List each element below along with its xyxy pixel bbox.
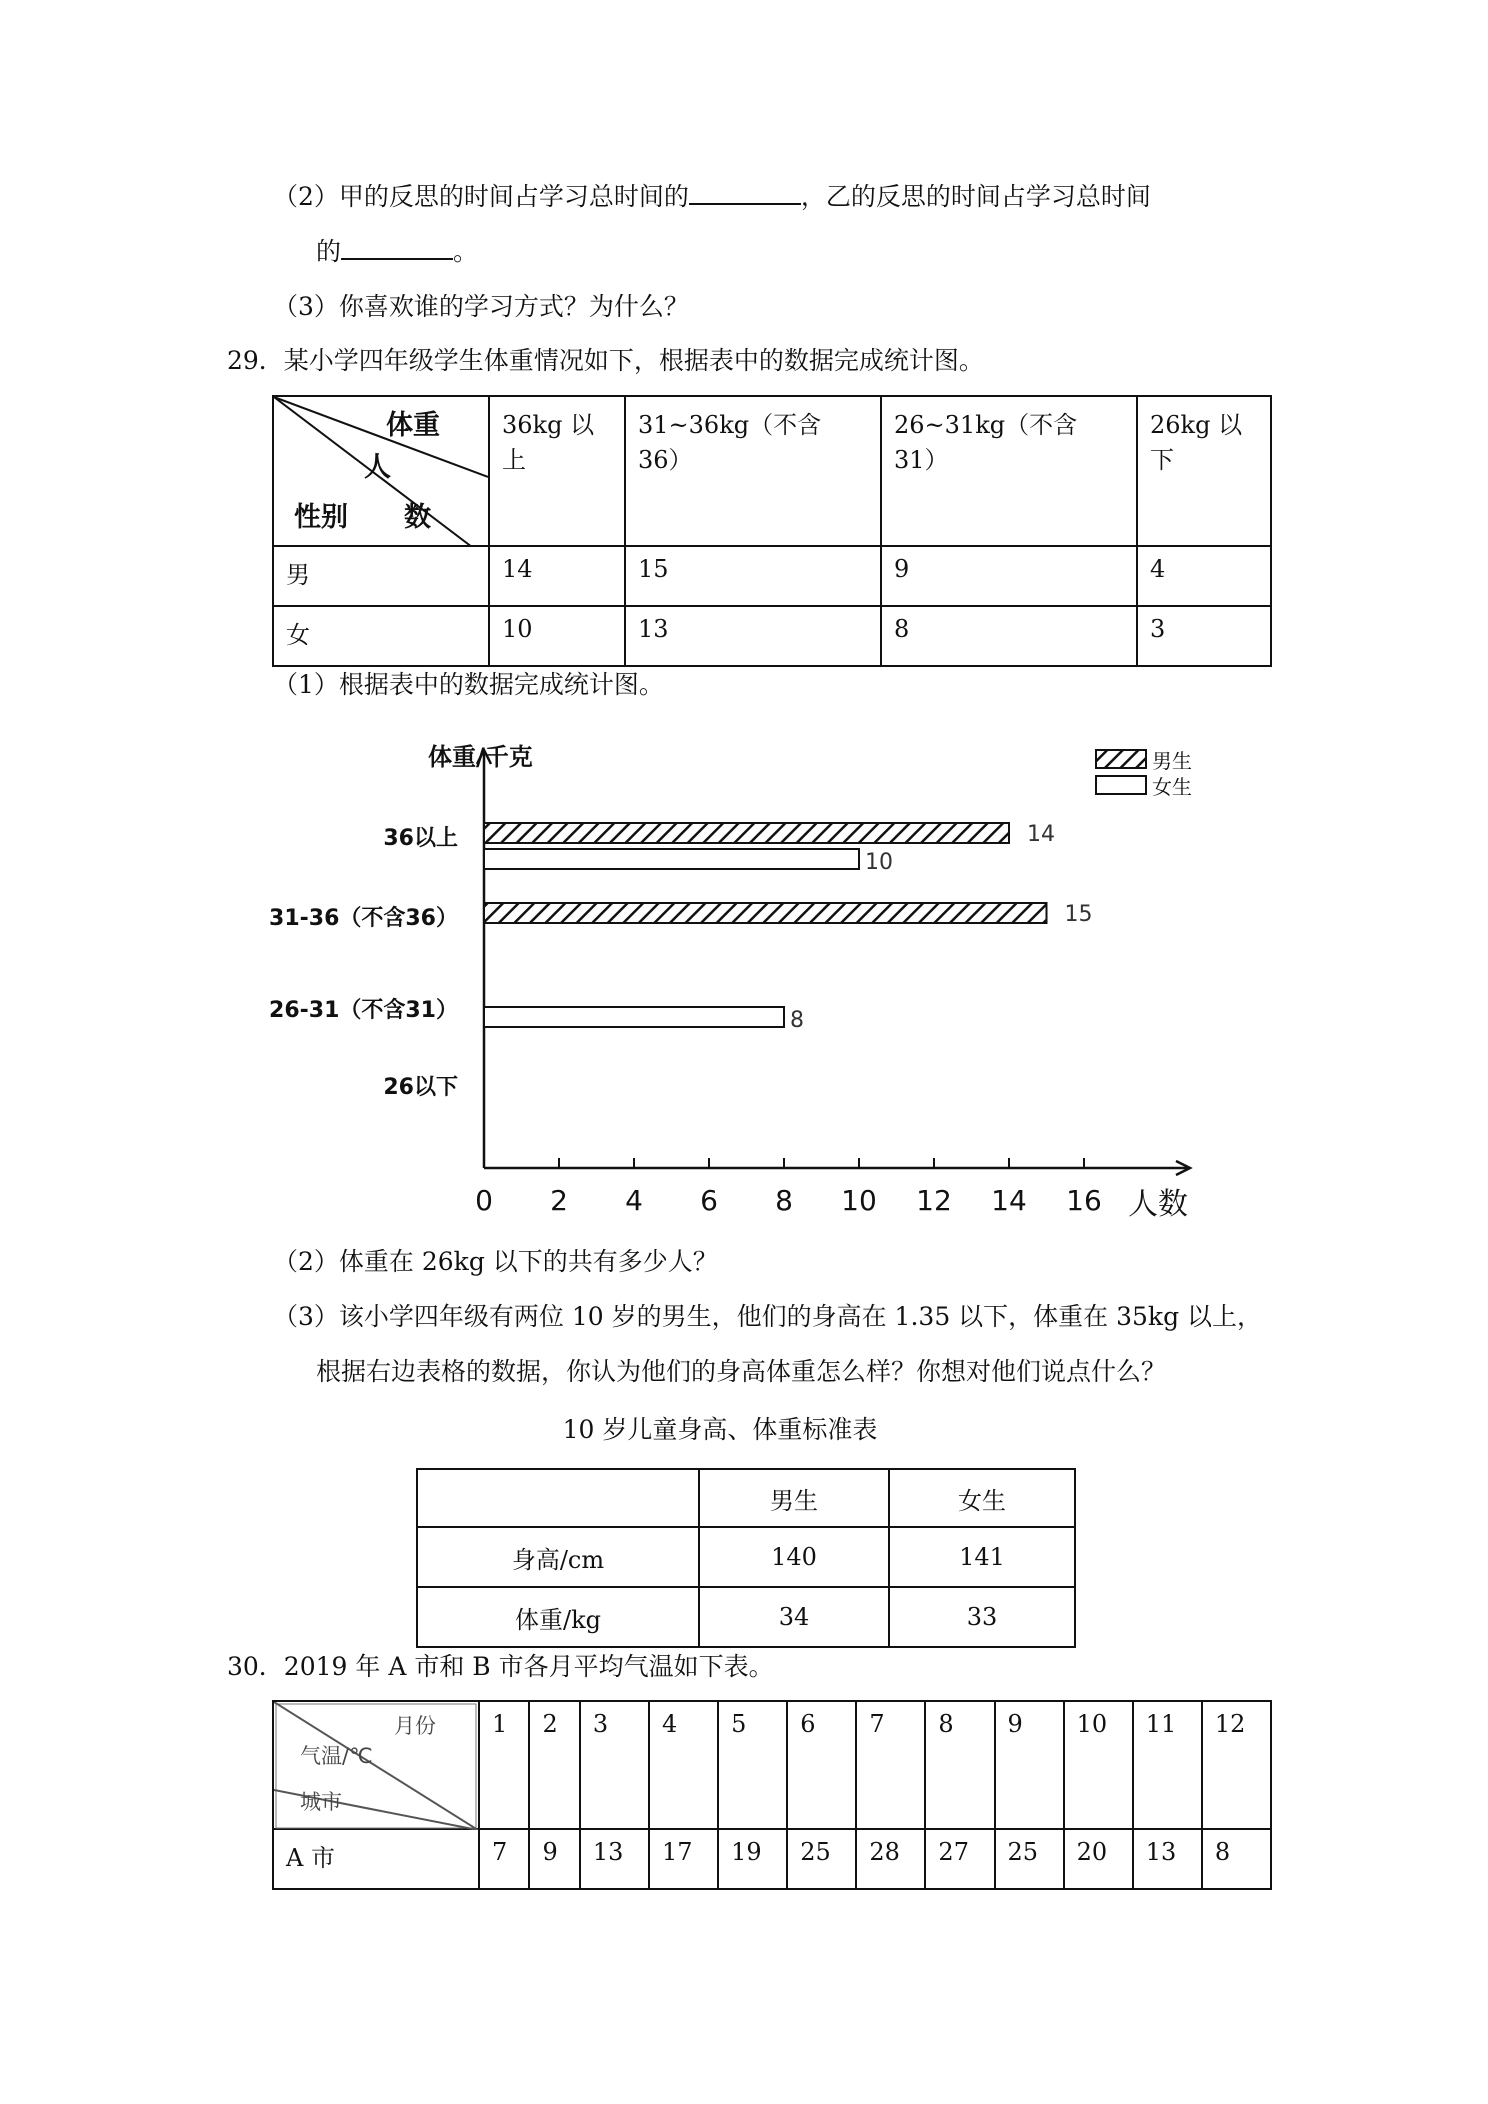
table-cell: 13 bbox=[625, 606, 881, 666]
table-row bbox=[273, 546, 1271, 606]
table-cell: 140 bbox=[699, 1527, 889, 1587]
table-cell: 141 bbox=[889, 1527, 1075, 1587]
y-category-label: 26-31（不含31） bbox=[269, 998, 458, 1023]
table-cell: 8 bbox=[881, 606, 1137, 666]
table-row bbox=[417, 1587, 1075, 1647]
q29-corner-cell bbox=[273, 396, 489, 546]
row-label: A 市 bbox=[273, 1829, 479, 1889]
x-tick-label: 16 bbox=[1066, 1184, 1102, 1217]
q28-part2-text-d: 。 bbox=[453, 237, 479, 266]
table-cell: 9 bbox=[881, 546, 1137, 606]
month-header-cell: 5 bbox=[718, 1701, 787, 1829]
row-label: 女 bbox=[273, 606, 489, 666]
month-header-cell: 6 bbox=[787, 1701, 856, 1829]
q28-part2-line1 bbox=[273, 180, 1151, 214]
q28-part2-text-c: 的 bbox=[316, 237, 342, 266]
table-row bbox=[417, 1527, 1075, 1587]
header-cell: 31~36kg（不含 36） bbox=[625, 396, 881, 546]
answer-blank[interactable] bbox=[341, 236, 453, 260]
table-cell: 28 bbox=[856, 1829, 925, 1889]
table-cell: 19 bbox=[718, 1829, 787, 1889]
legend-label-boys: 男生 bbox=[1152, 749, 1192, 773]
data-label-girls: 8 bbox=[790, 1008, 804, 1033]
x-tick-label: 2 bbox=[550, 1184, 568, 1217]
table-cell: 14 bbox=[489, 546, 625, 606]
corner-middle-label: 人 bbox=[364, 452, 391, 483]
table-cell: 3 bbox=[1137, 606, 1271, 666]
x-axis-label: 人数 bbox=[1128, 1187, 1188, 1222]
table-cell: 17 bbox=[649, 1829, 718, 1889]
month-header-cell: 9 bbox=[995, 1701, 1064, 1829]
q30-corner-cell bbox=[273, 1701, 479, 1829]
month-header-cell: 3 bbox=[580, 1701, 649, 1829]
month-header-cell: 12 bbox=[1202, 1701, 1271, 1829]
table-cell: 34 bbox=[699, 1587, 889, 1647]
data-label-boys: 14 bbox=[1027, 822, 1055, 847]
q28-part2-line2 bbox=[316, 235, 478, 269]
x-tick-label: 12 bbox=[916, 1184, 952, 1217]
header-cell: 26kg 以下 bbox=[1137, 396, 1271, 546]
corner-bottom-right-label: 数 bbox=[404, 502, 431, 533]
chart-bars bbox=[484, 822, 1093, 1033]
bar-girls bbox=[484, 849, 859, 869]
q28-part2-text-b: ，乙的反思的时间占学习总时间 bbox=[800, 182, 1151, 211]
y-category-label: 36以上 bbox=[383, 826, 458, 851]
q29-weight-table bbox=[272, 395, 1272, 667]
table-cell: 8 bbox=[1202, 1829, 1271, 1889]
answer-blank[interactable] bbox=[689, 181, 801, 205]
table-row bbox=[273, 1829, 1271, 1889]
table-cell: 27 bbox=[925, 1829, 994, 1889]
q30-temperature-table bbox=[272, 1700, 1272, 1890]
y-category-label: 31-36（不含36） bbox=[269, 906, 458, 931]
corner-top-label: 月份 bbox=[394, 1714, 436, 1738]
month-header-cell: 2 bbox=[529, 1701, 579, 1829]
x-tick-label: 4 bbox=[625, 1184, 643, 1217]
header-cell: 36kg 以上 bbox=[489, 396, 625, 546]
q28-part3: （3）你喜欢谁的学习方式？为什么？ bbox=[273, 292, 689, 321]
q29-part1: （1）根据表中的数据完成统计图。 bbox=[273, 670, 664, 699]
month-header-cell: 7 bbox=[856, 1701, 925, 1829]
table-cell: 20 bbox=[1064, 1829, 1133, 1889]
x-tick-label: 10 bbox=[841, 1184, 877, 1217]
y-category-label: 26以下 bbox=[383, 1075, 458, 1100]
header-cell: 26~31kg（不含 31） bbox=[881, 396, 1137, 546]
table-cell: 33 bbox=[889, 1587, 1075, 1647]
table-cell: 25 bbox=[995, 1829, 1064, 1889]
table-cell: 13 bbox=[580, 1829, 649, 1889]
month-header-cell: 1 bbox=[479, 1701, 529, 1829]
data-label-girls: 10 bbox=[865, 850, 893, 875]
bar-girls bbox=[484, 1007, 784, 1027]
std-table-caption: 10 岁儿童身高、体重标准表 bbox=[562, 1415, 878, 1444]
q29-part3-line1: （3）该小学四年级有两位 10 岁的男生，他们的身高在 1.35 以下，体重在 35kg 以上， bbox=[273, 1302, 1263, 1331]
std-header-cell: 男生 bbox=[699, 1469, 889, 1527]
y-axis-label: 体重/千克 bbox=[428, 743, 533, 771]
table-cell: 4 bbox=[1137, 546, 1271, 606]
table-cell: 9 bbox=[529, 1829, 579, 1889]
corner-bottom-label: 城市 bbox=[300, 1790, 342, 1814]
q29-part3-line2: 根据右边表格的数据，你认为他们的身高体重怎么样？你想对他们说点什么？ bbox=[316, 1357, 1167, 1386]
x-tick-label: 0 bbox=[475, 1184, 493, 1217]
table-cell: 10 bbox=[489, 606, 625, 666]
q28-part2-text-a: （2）甲的反思的时间占学习总时间的 bbox=[273, 182, 689, 211]
weight-bar-chart bbox=[0, 720, 1488, 1240]
std-header-cell bbox=[417, 1469, 699, 1527]
q29-part2: （2）体重在 26kg 以下的共有多少人？ bbox=[273, 1247, 718, 1276]
bar-boys bbox=[484, 823, 1009, 843]
bar-boys bbox=[484, 903, 1047, 923]
corner-bottom-left-label: 性别 bbox=[294, 502, 348, 533]
row-label: 身高/cm bbox=[417, 1527, 699, 1587]
table-cell: 25 bbox=[787, 1829, 856, 1889]
row-label: 男 bbox=[273, 546, 489, 606]
standard-table bbox=[416, 1468, 1076, 1648]
std-header-cell: 女生 bbox=[889, 1469, 1075, 1527]
month-header-cell: 8 bbox=[925, 1701, 994, 1829]
data-label-boys: 15 bbox=[1064, 902, 1093, 927]
month-header-cell: 10 bbox=[1064, 1701, 1133, 1829]
table-cell: 15 bbox=[625, 546, 881, 606]
table-cell: 13 bbox=[1133, 1829, 1202, 1889]
corner-top-label: 体重 bbox=[386, 410, 440, 441]
legend-swatch-boys bbox=[1096, 750, 1146, 768]
chart-axes bbox=[269, 750, 1190, 1217]
table-row bbox=[273, 606, 1271, 666]
chart-legend bbox=[1096, 749, 1192, 799]
legend-label-girls: 女生 bbox=[1152, 775, 1192, 799]
q30-title: 30．2019 年 A 市和 B 市各月平均气温如下表。 bbox=[227, 1652, 774, 1681]
corner-middle-label: 气温/℃ bbox=[300, 1744, 373, 1768]
legend-swatch-girls bbox=[1096, 776, 1146, 794]
x-tick-label: 6 bbox=[700, 1184, 718, 1217]
q29-title: 29．某小学四年级学生体重情况如下，根据表中的数据完成统计图。 bbox=[227, 346, 984, 375]
table-cell: 7 bbox=[479, 1829, 529, 1889]
month-header-cell: 4 bbox=[649, 1701, 718, 1829]
x-tick-label: 8 bbox=[775, 1184, 793, 1217]
month-header-cell: 11 bbox=[1133, 1701, 1202, 1829]
row-label: 体重/kg bbox=[417, 1587, 699, 1647]
x-tick-label: 14 bbox=[991, 1184, 1027, 1217]
